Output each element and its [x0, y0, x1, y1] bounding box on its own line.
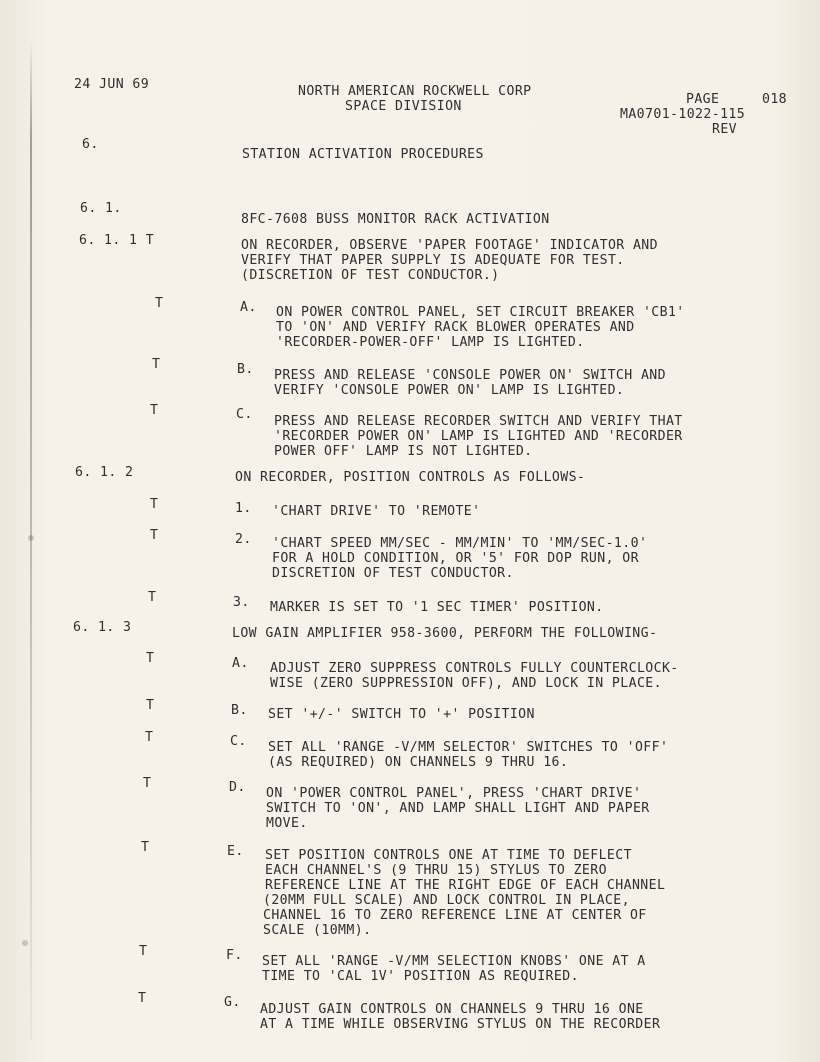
item-text-line: SWITCH TO 'ON', AND LAMP SHALL LIGHT AND PAPER: [266, 801, 650, 816]
item-text-line: PRESS AND RELEASE 'CONSOLE POWER ON' SWITCH AND: [274, 368, 666, 383]
item-label: B.: [231, 703, 248, 718]
item-text-line: (20MM FULL SCALE) AND LOCK CONTROL IN PLACE,: [263, 893, 630, 908]
item-label: F.: [226, 948, 243, 963]
item-label: E.: [227, 844, 244, 859]
item-text-line: ON POWER CONTROL PANEL, SET CIRCUIT BREAKER 'CB1': [276, 305, 685, 320]
item-text-line: FOR A HOLD CONDITION, OR '5' FOR DOP RUN, OR: [272, 551, 639, 566]
t-marker: T: [138, 991, 147, 1006]
t-marker: T: [141, 840, 150, 855]
header-doc-number: MA0701-1022-115: [620, 107, 746, 122]
item-label: D.: [229, 780, 246, 795]
item-text-line: ON 'POWER CONTROL PANEL', PRESS 'CHART DRIVE': [266, 786, 642, 801]
item-text-line: MARKER IS SET TO '1 SEC TIMER' POSITION.: [270, 600, 604, 615]
t-marker: T: [139, 944, 148, 959]
item-text-line: SET POSITION CONTROLS ONE AT TIME TO DEFLECT: [265, 848, 632, 863]
item-label: 1.: [235, 501, 252, 516]
item-label: A.: [232, 656, 249, 671]
header-rev: REV: [712, 122, 738, 137]
item-label: 3.: [233, 595, 250, 610]
step-number: 6. 1. 3: [73, 620, 132, 635]
header-date: 24 JUN 69: [74, 77, 150, 92]
step-number: 6. 1. 1 T: [79, 233, 155, 248]
item-text-line: 'RECORDER-POWER-OFF' LAMP IS LIGHTED.: [276, 335, 585, 350]
item-text-line: CHANNEL 16 TO ZERO REFERENCE LINE AT CENTER OF: [263, 908, 647, 923]
item-text-line: DISCRETION OF TEST CONDUCTOR.: [272, 566, 514, 581]
scan-speck: [22, 940, 28, 946]
item-text-line: PRESS AND RELEASE RECORDER SWITCH AND VERIFY THAT: [274, 414, 683, 429]
subsection-number: 6. 1.: [80, 201, 122, 216]
item-text-line: SET ALL 'RANGE -V/MM SELECTION KNOBS' ONE AT A: [262, 954, 646, 969]
t-marker: T: [143, 776, 152, 791]
item-text-line: ADJUST ZERO SUPPRESS CONTROLS FULLY COUNTERCLOCK-: [270, 661, 679, 676]
step-text-line: (DISCRETION OF TEST CONDUCTOR.): [241, 268, 500, 283]
step-text-line: ON RECORDER, OBSERVE 'PAPER FOOTAGE' INDICATOR AND: [241, 238, 658, 253]
step-title: LOW GAIN AMPLIFIER 958-3600, PERFORM THE FOLLOWING-: [232, 626, 658, 641]
item-text-line: VERIFY 'CONSOLE POWER ON' LAMP IS LIGHTED.: [274, 383, 625, 398]
item-text-line: AT A TIME WHILE OBSERVING STYLUS ON THE RECORDER: [260, 1017, 661, 1032]
t-marker: T: [152, 357, 161, 372]
t-marker: T: [148, 590, 157, 605]
item-label: C.: [230, 734, 247, 749]
item-text-line: SET '+/-' SWITCH TO '+' POSITION: [268, 707, 535, 722]
item-text-line: WISE (ZERO SUPPRESSION OFF), AND LOCK IN PLACE.: [270, 676, 662, 691]
item-label: A.: [240, 300, 257, 315]
item-text-line: 'RECORDER POWER ON' LAMP IS LIGHTED AND 'RECORDER: [274, 429, 683, 444]
item-text-line: EACH CHANNEL'S (9 THRU 15) STYLUS TO ZERO: [265, 863, 607, 878]
item-text-line: 'CHART SPEED MM/SEC - MM/MIN' TO 'MM/SEC-1.0': [272, 536, 648, 551]
item-text-line: SET ALL 'RANGE -V/MM SELECTOR' SWITCHES TO 'OFF': [268, 740, 669, 755]
header-page-number: 018: [762, 92, 788, 107]
item-text-line: ADJUST GAIN CONTROLS ON CHANNELS 9 THRU 16 ONE: [260, 1002, 644, 1017]
header-division: SPACE DIVISION: [345, 99, 462, 114]
header-company: NORTH AMERICAN ROCKWELL CORP: [298, 84, 532, 99]
step-number: 6. 1. 2: [75, 465, 134, 480]
t-marker: T: [146, 651, 155, 666]
item-text-line: (AS REQUIRED) ON CHANNELS 9 THRU 16.: [268, 755, 569, 770]
item-text-line: TO 'ON' AND VERIFY RACK BLOWER OPERATES AND: [276, 320, 635, 335]
item-text-line: 'CHART DRIVE' TO 'REMOTE': [272, 504, 481, 519]
item-text-line: MOVE.: [266, 816, 308, 831]
scan-speck: [28, 535, 34, 541]
section-title: STATION ACTIVATION PROCEDURES: [242, 147, 484, 162]
step-text-line: VERIFY THAT PAPER SUPPLY IS ADEQUATE FOR TEST.: [241, 253, 625, 268]
subsection-title: 8FC-7608 BUSS MONITOR RACK ACTIVATION: [241, 212, 550, 227]
item-text-line: REFERENCE LINE AT THE RIGHT EDGE OF EACH CHANNEL: [265, 878, 666, 893]
item-text-line: TIME TO 'CAL 1V' POSITION AS REQUIRED.: [262, 969, 579, 984]
t-marker: T: [150, 497, 159, 512]
t-marker: T: [155, 296, 164, 311]
step-title: ON RECORDER, POSITION CONTROLS AS FOLLOWS-: [235, 470, 586, 485]
item-label: G.: [224, 995, 241, 1010]
item-text-line: POWER OFF' LAMP IS NOT LIGHTED.: [274, 444, 533, 459]
t-marker: T: [150, 403, 159, 418]
item-text-line: SCALE (10MM).: [263, 923, 372, 938]
header-page-label: PAGE: [686, 92, 720, 107]
t-marker: T: [146, 698, 155, 713]
item-label: B.: [237, 362, 254, 377]
t-marker: T: [145, 730, 154, 745]
section-number: 6.: [82, 137, 99, 152]
item-label: C.: [236, 407, 253, 422]
t-marker: T: [150, 528, 159, 543]
item-label: 2.: [235, 532, 252, 547]
